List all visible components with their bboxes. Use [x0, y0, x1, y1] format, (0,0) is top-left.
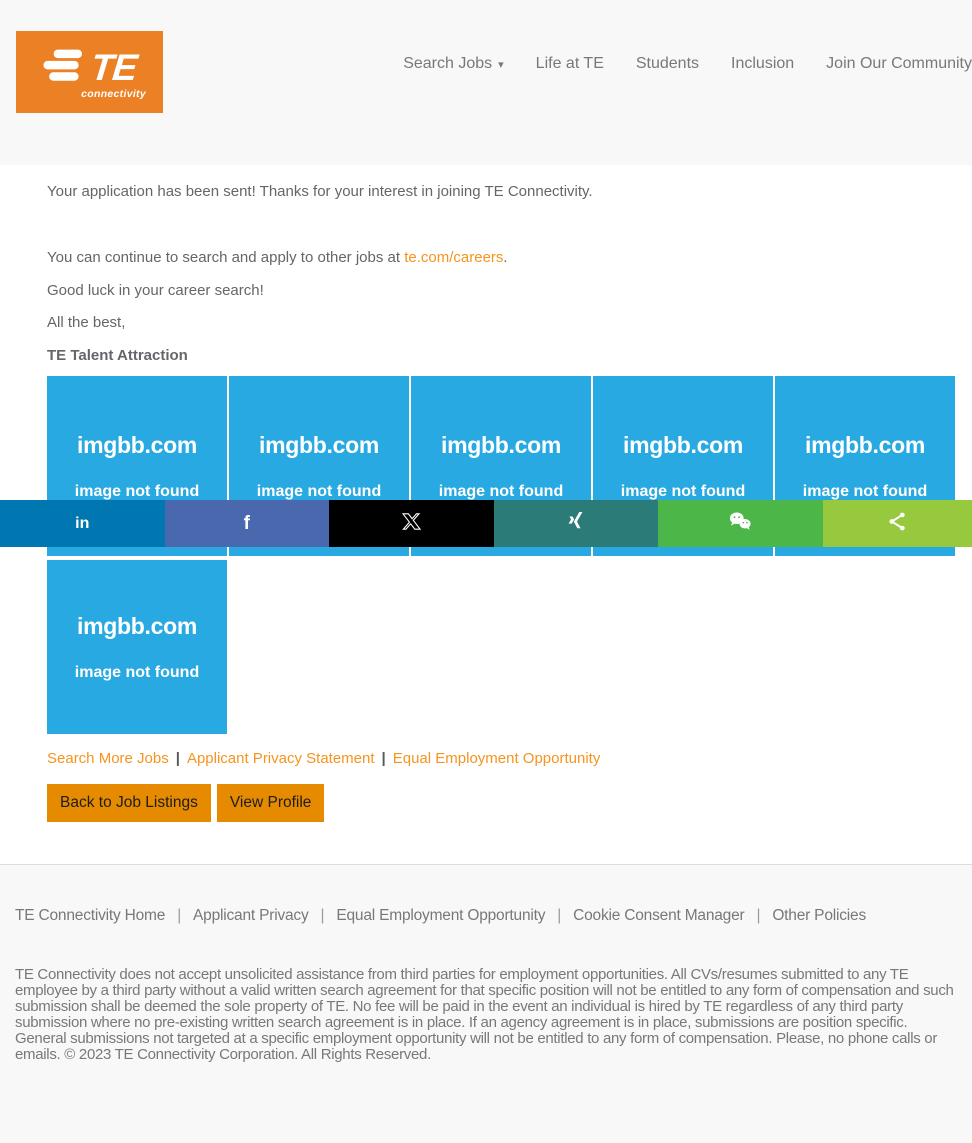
action-buttons: [47, 784, 955, 822]
more-share-button[interactable]: [823, 500, 972, 547]
te-logo-subtext: connectivity: [81, 88, 146, 100]
footer-te-connectivity-home-link[interactable]: TE Connectivity Home: [15, 907, 166, 924]
wechat-icon: [727, 510, 753, 537]
share-icon: [887, 511, 908, 537]
nav-inclusion[interactable]: Inclusion: [731, 55, 795, 72]
te-careers-link[interactable]: te.com/careers: [404, 249, 504, 266]
footer-equal-employment-opportunity-link[interactable]: Equal Employment Opportunity: [336, 907, 546, 924]
footer-nav: TE Connectivity Home | Applicant Privacy | Equal Employment Opportunity | Cookie Consent Manager | Other Policies: [15, 907, 866, 924]
main-nav: [403, 55, 972, 73]
view-profile-button[interactable]: View Profile: [217, 784, 325, 822]
nav-search-jobs[interactable]: Search Jobs ▾: [403, 55, 504, 72]
broken-image-placeholder: imgbb.com image not found: [593, 376, 773, 556]
footer-legal-text: TE Connectivity does not accept unsolicited assistance from third parties for employment opportunities. All CVs/resumes submitted to any TE employee by a third party without a valid written search agreement for that specific position will not be entitled to any form of compensation and such submission shall be deemed the sole property of TE. No fee will be paid in the event an individual is hired by TE regardless of any third party submission where no pre-existing written search agreement is in place. If an agency agreement is in place, submissions are position specific. General submissions not targeted at a specific employment opportunity will not be entitled to any form of compensation. Please, no phone calls or emails. © 2023 TE Connectivity Corporation. All Rights Reserved.: [15, 966, 954, 1063]
back-to-job-listings-button[interactable]: Back to Job Listings: [47, 784, 211, 822]
facebook-icon: f: [243, 512, 250, 534]
chevron-down-icon: ▾: [498, 58, 504, 71]
image-placeholder-grid: [47, 376, 955, 734]
x-twitter-icon: [402, 512, 421, 536]
footer-links-row: Search More Jobs | Applicant Privacy Statement | Equal Employment Opportunity: [47, 750, 601, 767]
site-header: [0, 0, 972, 165]
wechat-share-button[interactable]: [658, 500, 823, 547]
broken-image-placeholder: imgbb.com image not found: [229, 376, 409, 556]
social-share-bar: [0, 500, 972, 547]
nav-students[interactable]: Students: [635, 55, 700, 72]
broken-image-placeholder: imgbb.com image not found: [411, 376, 591, 556]
footer-applicant-privacy-link[interactable]: Applicant Privacy: [193, 907, 309, 924]
te-logo[interactable]: [16, 31, 163, 113]
confirmation-message: Your application has been sent! Thanks for your interest in joining TE Connectivity.: [47, 183, 593, 200]
good-luck-message: Good luck in your career search!: [47, 282, 264, 299]
x-share-button[interactable]: [329, 500, 494, 547]
applicant-privacy-statement-link[interactable]: Applicant Privacy Statement: [186, 750, 375, 767]
signature: TE Talent Attraction: [47, 347, 188, 364]
facebook-share-button[interactable]: [165, 500, 330, 547]
all-the-best-message: All the best,: [47, 314, 126, 331]
te-logo-text: TE: [88, 47, 139, 88]
footer-cookie-consent-manager-link[interactable]: Cookie Consent Manager: [573, 907, 745, 924]
linkedin-share-button[interactable]: [0, 500, 165, 547]
xing-share-button[interactable]: [494, 500, 659, 547]
linkedin-icon: in: [75, 514, 90, 532]
search-more-jobs-link[interactable]: Search More Jobs: [47, 750, 169, 767]
equal-employment-opportunity-link[interactable]: Equal Employment Opportunity: [392, 750, 601, 767]
broken-image-placeholder: imgbb.com image not found: [47, 560, 227, 734]
nav-join-our-community[interactable]: Join Our Community: [826, 55, 972, 72]
continue-message: You can continue to search and apply to other jobs at te.com/careers.: [47, 249, 508, 266]
broken-image-placeholder: imgbb.com image not found: [47, 376, 227, 556]
footer-other-policies-link[interactable]: Other Policies: [772, 907, 866, 924]
nav-life-at-te[interactable]: Life at TE: [535, 55, 604, 72]
broken-image-placeholder: imgbb.com image not found: [775, 376, 955, 556]
site-footer: [0, 864, 972, 1143]
te-logo-mark-icon: [43, 49, 87, 88]
xing-icon: [566, 511, 586, 536]
